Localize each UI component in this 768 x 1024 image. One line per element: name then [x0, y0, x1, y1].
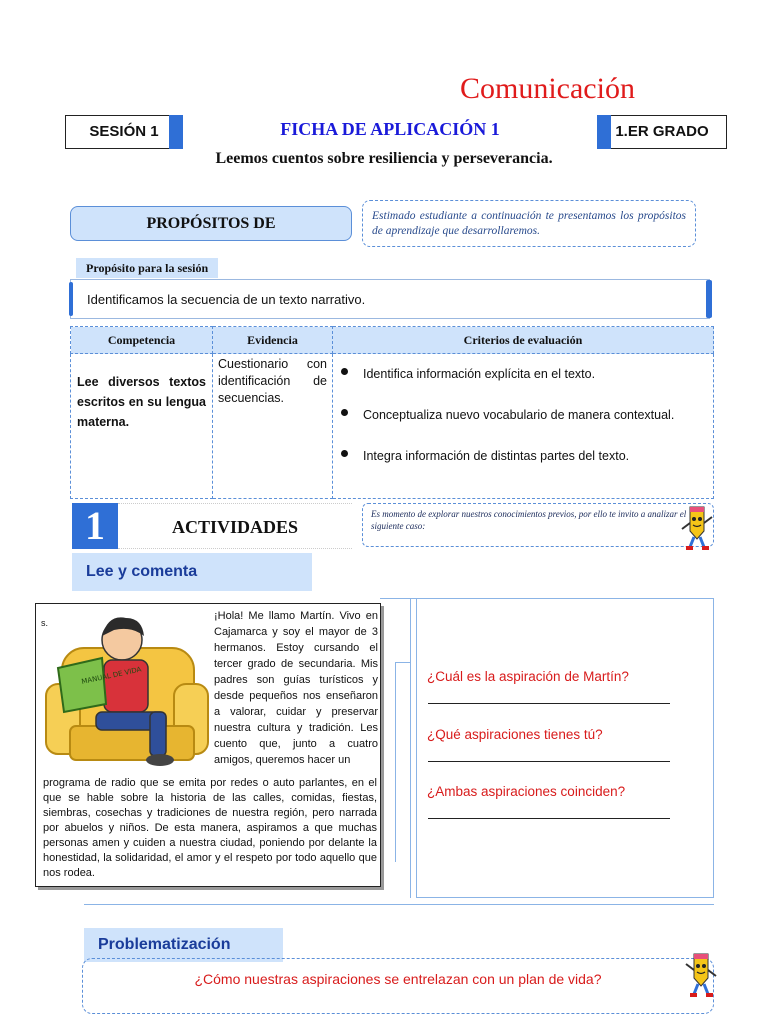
answer-line[interactable] — [428, 761, 670, 762]
table-row — [71, 354, 714, 499]
story-box — [35, 603, 381, 887]
question-2: ¿Qué aspiraciones tienes tú? — [427, 727, 603, 742]
problem-question: ¿Cómo nuestras aspiraciones se entrelazan con un plan de vida? — [82, 958, 714, 1014]
activities-note: Es momento de explorar nuestros conocimientos previos, por ello te invito a analizar el siguiente caso: — [362, 503, 714, 547]
story-marker: s. — [41, 618, 49, 628]
activities-heading: ACTIVIDADES — [118, 503, 352, 549]
subject-title: Comunicación — [460, 72, 635, 105]
evaluation-table — [70, 326, 714, 499]
session-purpose-label: Propósito para la sesión — [76, 258, 218, 278]
purposes-heading: PROPÓSITOS DE — [70, 206, 352, 241]
criteria-list — [339, 354, 707, 477]
pencil-mascot-icon — [680, 503, 714, 551]
connector-line — [395, 662, 396, 862]
worksheet-subtitle: Leemos cuentos sobre resiliencia y perseverancia. — [215, 150, 553, 167]
purpose-right-bar — [706, 280, 712, 318]
grade-label: 1.ER GRADO — [615, 123, 709, 140]
questions-box — [416, 598, 714, 898]
criteria-item: Integra información de distintas partes del texto. — [339, 436, 707, 477]
criteria-cell — [333, 354, 714, 499]
table-header-row — [71, 327, 714, 354]
connector-line — [395, 662, 410, 663]
evidence-cell: Cuestionario con identificación de secuencias. — [213, 354, 333, 499]
boy-reading-illustration — [42, 608, 210, 774]
session-purpose-box — [70, 279, 710, 319]
header-criteria: Criterios de evaluación — [333, 327, 714, 354]
book-cover-text: MANUAL DE VIDA — [80, 665, 143, 686]
criteria-item: Identifica información explícita en el texto. — [339, 354, 707, 395]
pencil-mascot-icon — [684, 950, 718, 998]
question-3: ¿Ambas aspiraciones coinciden? — [427, 784, 626, 799]
story-text-top: ¡Hola! Me llamo Martín. Vivo en Cajamarca y soy el mayor de 3 hermanos. Estoy cursando el tercer grado de secundaria. Mis padres son guías turísticos y desde pequeños nos enseñaron a valorar, cuidar y preservar nuestra cultura y tradición. Les cuento que, junto a cuatro amigos, queremos hacer un — [214, 610, 378, 766]
answer-line[interactable] — [428, 818, 670, 819]
session-purpose-text: Identificamos la secuencia de un texto narrativo. — [87, 292, 366, 307]
answer-line[interactable] — [428, 703, 670, 704]
activity-number: 1 — [72, 503, 118, 549]
read-and-comment-chip: Lee y comenta — [72, 553, 312, 591]
header-competence: Competencia — [71, 327, 213, 354]
grade-tag-stripe — [597, 115, 611, 149]
grade-tag — [597, 115, 727, 149]
criteria-item: Conceptualiza nuevo vocabulario de manera contextual. — [339, 395, 707, 436]
question-1: ¿Cuál es la aspiración de Martín? — [427, 669, 629, 684]
story-text-bottom: programa de radio que se emita por redes o auto parlantes, en el que se hable sobre la historia de las calles, comidas, fiestas, siembras, cosechas y tradiciones de nuestra región, pero narrada por abuelos y niños. De esta manera, aspiramos a que muchas personas amen y cuiden a nuestra ciudad, poniendo por delante la honestidad, la solidaridad, el amor y el respeto por todo aquello que nos rodea. — [43, 777, 377, 879]
session-tag — [65, 115, 183, 149]
problematization-chip: Problematización — [84, 928, 283, 962]
connector-line — [410, 598, 411, 898]
purpose-left-bar — [69, 282, 73, 316]
worksheet-title: FICHA DE APLICACIÓN 1 — [280, 119, 500, 139]
purposes-intro-note: Estimado estudiante a continuación te presentamos los propósitos de aprendizaje que desarrollaremos. — [362, 200, 696, 247]
divider-line — [84, 904, 714, 905]
header-evidence: Evidencia — [213, 327, 333, 354]
session-label: SESIÓN 1 — [89, 123, 159, 140]
session-tag-stripe — [169, 115, 183, 149]
competence-cell: Lee diversos textos escritos en su lengua materna. — [71, 354, 213, 499]
